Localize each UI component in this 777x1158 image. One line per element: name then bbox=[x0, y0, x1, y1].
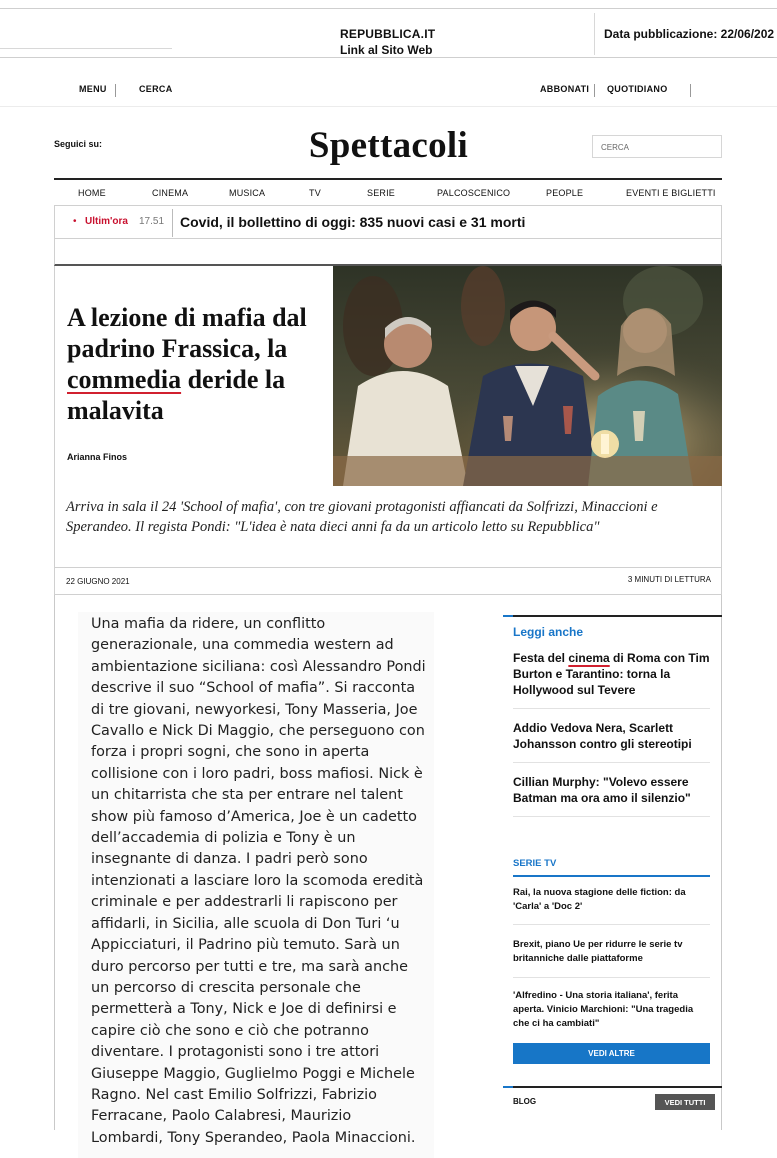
divider bbox=[54, 595, 55, 1130]
newspaper-link[interactable]: QUOTIDIANO bbox=[607, 84, 668, 94]
article-meta-bar bbox=[54, 568, 722, 595]
divider bbox=[0, 57, 777, 58]
divider bbox=[513, 924, 710, 925]
breaking-dot-icon: • bbox=[73, 216, 77, 227]
source-link[interactable]: Link al Sito Web bbox=[340, 43, 433, 57]
article-subhead: Arriva in sala il 24 'School of mafia', con tre giovani protagonisti affiancati da Solfrizzi, Minaccioni e Sperandeo. Il regista Pondi: "L'idea è nata dieci anni fa da un articolo letto su Repubblica" bbox=[66, 499, 658, 535]
divider bbox=[503, 615, 722, 617]
see-all-button[interactable]: VEDI TUTTI bbox=[655, 1094, 715, 1110]
section-nav bbox=[54, 178, 722, 206]
clipping-header bbox=[0, 0, 777, 58]
nav-item-eventi[interactable]: EVENTI E BIGLIETTI bbox=[626, 188, 716, 198]
breaking-time: 17.51 bbox=[139, 216, 165, 227]
divider bbox=[513, 816, 710, 817]
divider bbox=[690, 84, 691, 97]
divider bbox=[503, 1086, 722, 1088]
underlined-word: commedia bbox=[67, 365, 182, 394]
divider bbox=[115, 84, 116, 97]
serie-tv-item[interactable]: 'Alfredino - Una storia italiana', ferita aperta. Vinicio Marchioni: "Una tragedia che ci ha cambiati" bbox=[513, 990, 694, 1029]
serie-tv-item[interactable]: Brexit, piano Ue per ridurre le serie tv britanniche dalle piattaforme bbox=[513, 939, 683, 964]
publication-date: Data pubblicazione: 22/06/202 bbox=[604, 27, 775, 41]
divider bbox=[721, 595, 722, 1130]
see-more-button[interactable]: VEDI ALTRE bbox=[513, 1043, 710, 1064]
menu-button[interactable]: MENU bbox=[79, 84, 107, 94]
search-input[interactable]: CERCA bbox=[592, 135, 722, 158]
search-link[interactable]: CERCA bbox=[139, 84, 173, 94]
reading-time: 3 MINUTI DI LETTURA bbox=[627, 575, 711, 584]
breaking-news-bar bbox=[54, 206, 722, 239]
article-body: Una mafia da ridere, un conflitto generazionale, una commedia western ad ambientazione siciliana: così Alessandro Pondi descrive il suo “School of mafia”. Si racconta di tre giovani, newyorkesi, Tony Masseria, Joe Cavallo e Nick Di Maggio, che perseguono con forza i propri sogni, che sono in aperta collisione con i loro padri, boss mafiosi. Nick è un chitarrista che sta per entrare nel talent show più famoso d’America, Joe è un cadetto dell’accademia di polizia e Tony è un insegnante di danza. I padri però sono intenzionati a lasciare loro la scomoda eredità criminale e per addestrarli li rapiscono per affidarli, in Sicilia, alle scuola di Don Turi ‘u Appicciaturi, il Padrino più temuto. Sarà un duro percorso per tutti e tre, ma sarà anche un percorso di crescita personale che permetterà a Tony, Nick e Joe di definirsi e capire ciò che sono e ciò che potranno diventare. I protagonisti sono i tre attori Giuseppe Maggio, Guglielmo Poggi e Michele Ragno. Nel cast Emilio Solfrizzi, Fabrizio Ferracane, Paolo Calabresi, Maurizio Lombardi, Tony Sperandeo, Paola Minaccioni. bbox=[91, 616, 426, 1146]
divider bbox=[594, 84, 595, 97]
nav-item-tv[interactable]: TV bbox=[309, 188, 321, 198]
subscribe-link[interactable]: ABBONATI bbox=[540, 84, 590, 94]
follow-us-label: Seguici su: bbox=[54, 139, 103, 149]
section-title[interactable]: Spettacoli bbox=[308, 125, 469, 166]
serie-tv-heading[interactable]: SERIE TV bbox=[513, 858, 557, 869]
related-article-2[interactable]: Addio Vedova Nera, Scarlett Johansson contro gli stereotipi bbox=[513, 721, 692, 751]
nav-item-home[interactable]: HOME bbox=[78, 188, 106, 198]
divider bbox=[0, 48, 172, 49]
related-article-1[interactable]: Festa del cinema di Roma con Tim Burton e Tarantino: torna la Hollywood sul Tevere bbox=[513, 651, 710, 697]
divider bbox=[0, 106, 777, 107]
source-name: REPUBBLICA.IT bbox=[340, 27, 436, 41]
divider bbox=[172, 209, 173, 237]
divider bbox=[513, 875, 710, 877]
article-author[interactable]: Arianna Finos bbox=[67, 452, 128, 462]
header-spacer bbox=[54, 239, 722, 266]
divider bbox=[0, 8, 777, 9]
blog-heading: BLOG bbox=[513, 1097, 537, 1106]
divider bbox=[594, 13, 595, 55]
nav-item-palcoscenico[interactable]: PALCOSCENICO bbox=[437, 188, 511, 198]
nav-item-cinema[interactable]: CINEMA bbox=[152, 188, 189, 198]
related-article-3[interactable]: Cillian Murphy: "Volevo essere Batman ma ora amo il silenzio" bbox=[513, 775, 691, 805]
article-photo bbox=[333, 266, 722, 486]
divider bbox=[513, 762, 710, 763]
dinner-scene-photo bbox=[333, 266, 722, 486]
underlined-word: cinema bbox=[568, 651, 610, 665]
nav-item-serie[interactable]: SERIE bbox=[367, 188, 396, 198]
breaking-label: Ultim'ora bbox=[85, 216, 128, 227]
divider bbox=[513, 977, 710, 978]
nav-item-people[interactable]: PEOPLE bbox=[546, 188, 584, 198]
breaking-headline[interactable]: Covid, il bollettino di oggi: 835 nuovi casi e 31 morti bbox=[180, 214, 526, 230]
article-subhead-box bbox=[54, 486, 722, 568]
article-headline: A lezione di mafia dal padrino Frassica, la commedia deride la malavita bbox=[67, 303, 307, 425]
headline-block bbox=[54, 266, 334, 486]
article-date: 22 GIUGNO 2021 bbox=[66, 577, 130, 586]
divider bbox=[513, 708, 710, 709]
read-also-heading: Leggi anche bbox=[513, 625, 584, 639]
nav-item-musica[interactable]: MUSICA bbox=[229, 188, 266, 198]
serie-tv-item[interactable]: Rai, la nuova stagione delle fiction: da 'Carla' a 'Doc 2' bbox=[513, 887, 686, 912]
